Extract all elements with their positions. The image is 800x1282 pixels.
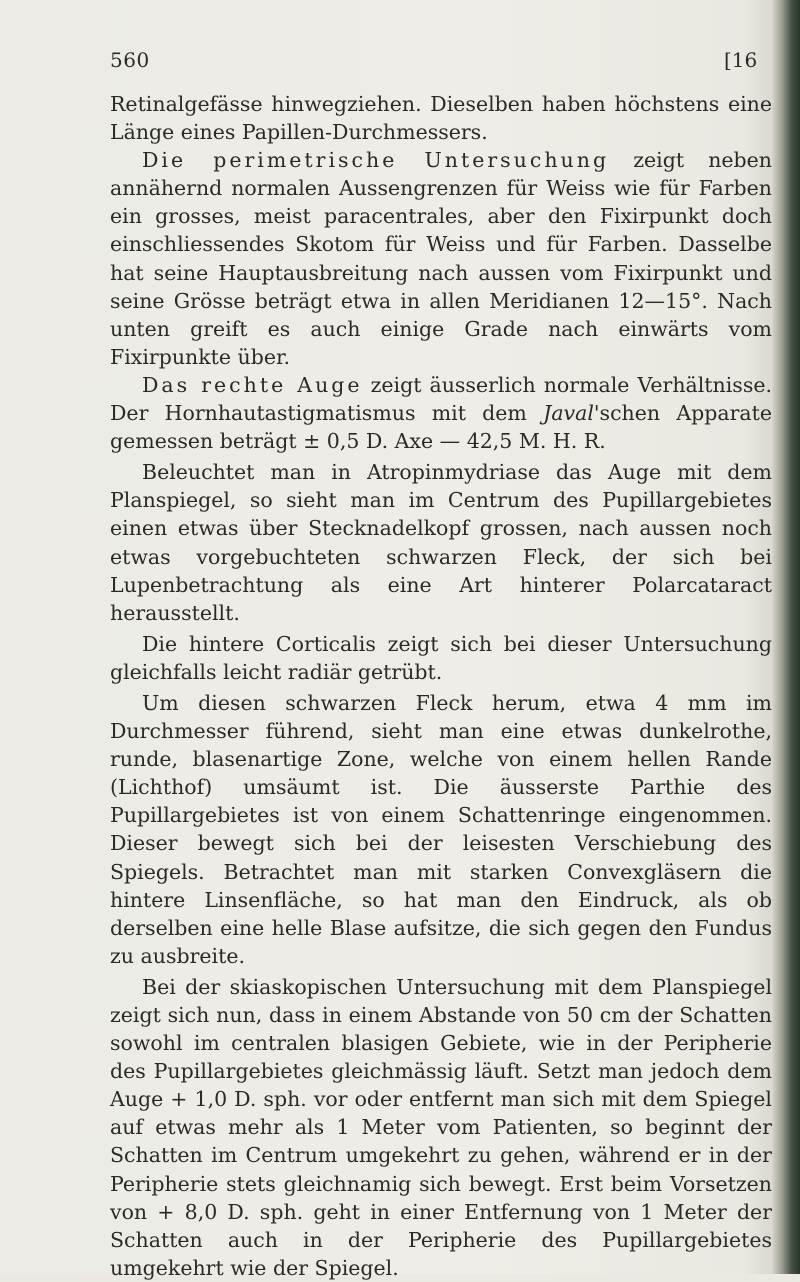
page-number: 560 xyxy=(110,48,150,72)
paragraph-perimetric-exam-text: zeigt neben annähernd normalen Aussengrenzen für Weiss wie für Farben ein grosses, meist paracentrales, aber den Fixirpunkt doch einschliessendes Skotom für Weiss und für Farben. Dasselbe hat seine Hauptausbreitung nach aussen vom Fixirpunkt und seine Grösse beträgt etwa in allen Meridianen 12—15°. Nach unten greift es auch einige Grade nach einwärts vom Fixirpunkte über. xyxy=(110,148,772,369)
paragraph-retinal-vessels: Retinalgefässe hinwegziehen. Dieselben haben höchstens eine Länge eines Papillen-Durchmessers. xyxy=(110,92,772,145)
paragraph-skiascopy: Bei der skiaskopischen Untersuchung mit dem Planspiegel zeigt sich nun, dass in einem Abstande von 50 cm der Schatten sowohl im centralen blasigen Gebiete, wie in der Peripherie des Pupillargebietes gleichmässig läuft. Setzt man jedoch dem Auge + 1,0 D. sph. vor oder entfernt man sich mit dem Spiegel auf etwas mehr als 1 Meter vom Patienten, so beginnt der Schatten im Centrum umgekehrt zu gehen, während er in der Peripherie stets gleichnamig sich bewegt. Erst beim Vorsetzen von + 8,0 D. sph. geht in einer Entfernung von 1 Meter der Schatten auch in der Peripherie des Pupillargebietes umgekehrt wie der Spiegel. xyxy=(110,974,772,1280)
javal-name: Javal xyxy=(543,401,594,426)
paragraph-corticalis: Die hintere Corticalis zeigt sich bei dieser Untersuchung gleichfalls leicht radiär getrübt. xyxy=(110,631,772,684)
emphasis-right-eye: Das rechte Auge xyxy=(142,372,363,397)
paragraph-right-eye xyxy=(110,371,772,455)
paragraph-right-eye-text: zeigt äusserlich normale Verhältnisse. Der Hornhautastigmatismus mit dem xyxy=(110,372,772,426)
paragraph-black-spot: Um diesen schwarzen Fleck herum, etwa 4 mm im Durchmesser führend, sieht man eine etwas dunkelrothe, runde, blasenartige Zone, welche von einem hellen Rande (Lichthof) umsäumt ist. Die äusserste Parthie des Pupillargebietes ist von einem Schattenringe eingenommen. Dieser bewegt sich bei der leisesten Verschiebung des Spiegels. Betrachtet man mit starken Convexgläsern die hintere Linsenfläche, so hat man den Eindruck, als ob derselben eine helle Blase aufsitze, die sich gegen den Fundus zu ausbreite. xyxy=(110,690,772,968)
emphasis-perimetric-exam: Die perimetrische Untersuchung xyxy=(142,148,610,173)
paragraph-right-eye-text-end: 'schen Apparate gemessen beträgt ± 0,5 D. Axe — 42,5 M. H. R. xyxy=(110,401,772,454)
section-mark: [16 xyxy=(724,48,758,72)
page-binding-edge xyxy=(772,0,800,1274)
body-text xyxy=(110,90,772,1282)
paragraph-perimetric-exam xyxy=(110,146,772,371)
paragraph-illumination: Beleuchtet man in Atropinmydriase das Auge mit dem Planspiegel, so sieht man im Centrum des Pupillargebietes einen etwas über Stecknadelkopf grossen, nach aussen noch etwas vorgebuchteten schwarzen Fleck, der sich bei Lupenbetrachtung als eine Art hinterer Polarcataract herausstellt. xyxy=(110,460,772,625)
